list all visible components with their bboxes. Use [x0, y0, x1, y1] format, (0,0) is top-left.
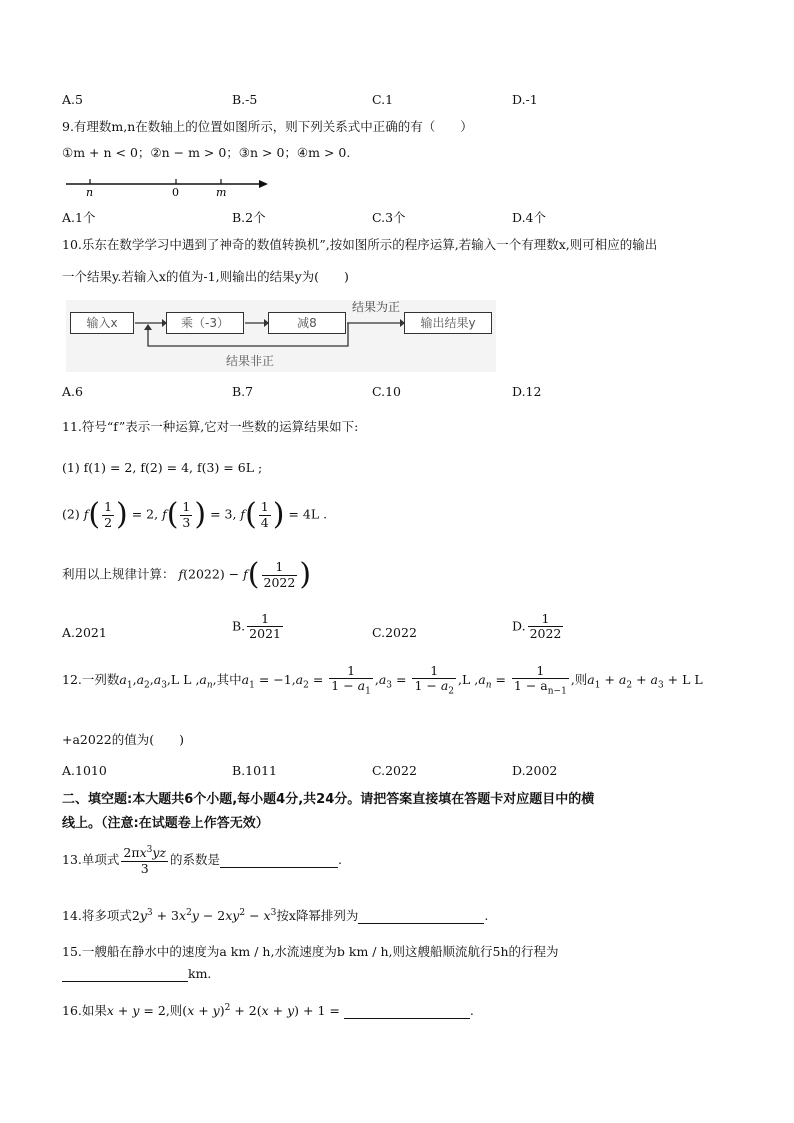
q10-option-d: D.12 [512, 384, 542, 399]
q8-option-c: C.1 [372, 92, 394, 107]
axis-label-n: n [86, 186, 94, 199]
q11-rule2: (2) f( $\frac{1}{2}$ ) = 2, f( $\frac{1}{3}$ ) = 3, f( $\frac{1}{4}$ ) = 4L . [62, 497, 328, 532]
q9-option-b: B.2个 [232, 210, 266, 225]
q13-prefix: 13.单项式 [62, 851, 120, 867]
q16-answer-blank[interactable] [344, 1003, 470, 1019]
q11-option-d: D. $\frac{1}{2022}$ [512, 611, 562, 642]
q14: 14.将多项式$2y^3 + 3x^2y - 2xy^2 - x^3$按x降幂排列为 . [62, 907, 489, 923]
flow-subtract-box: 减8 [268, 312, 346, 334]
q13-suffix: 的系数是 [170, 851, 221, 867]
q11-option-c: C.2022 [372, 625, 417, 640]
q9-option-c: C.3个 [372, 210, 406, 225]
q9-option-a: A.1个 [62, 210, 96, 225]
q16-suffix: ,则 [165, 1003, 183, 1018]
q15-line2 [62, 966, 211, 982]
flow-output-box: 输出结果y [404, 312, 492, 334]
flow-not-positive-label: 结果非正 [226, 354, 275, 368]
flowchart-figure [66, 300, 496, 372]
q12-option-b: B.1011 [232, 763, 277, 778]
q8-option-b: B.-5 [232, 92, 258, 107]
q14-prefix: 14.将多项式 [62, 908, 132, 923]
q9-option-d: D.4个 [512, 210, 547, 225]
q10-option-a: A.6 [62, 384, 83, 399]
q11-compute-prefix: 利用以上规律计算： [62, 566, 175, 582]
q8-option-a: A.5 [62, 92, 83, 107]
q11-option-b: B. $\frac{1}{2021}$ [232, 611, 281, 642]
flow-arrows [66, 300, 496, 372]
q14-answer-blank[interactable] [358, 908, 484, 924]
q10-option-c: C.10 [372, 384, 401, 399]
section2-heading-line1: 二、填空题:本大题共6个小题,每小题4分,共24分。请把答案直接填在答题卡对应题目中的横 [62, 792, 595, 807]
q11-rule2-prefix: (2) [62, 506, 80, 522]
q11-option-a: A.2021 [62, 625, 107, 640]
q9-relations: ①m + n < 0；②n − m > 0；③n > 0；④m > 0. [62, 145, 351, 160]
q15-unit: km. [188, 966, 212, 981]
q16-prefix: 16.如果 [62, 1003, 107, 1018]
q10-stem-line2: 一个结果y.若输入x的值为-1,则输出的结果y为( ) [62, 269, 349, 284]
q15-answer-blank[interactable] [62, 966, 188, 982]
q12-option-c: C.2022 [372, 763, 417, 778]
q9-stem: 9.有理数m,n在数轴上的位置如图所示，则下列关系式中正确的有（ ） [62, 119, 473, 134]
q12-stem: 12.一列数$a_1,a_2,a_3,L$ L $,a_n$,其中$a_1 = -1,a_2$ = $\frac{1}{1 - a_1}$ $,a_3$ = $\frac{1}{1 - a_2}$ ,L $,a_n$ = $\frac{1}{1 - a_{n-1}}$ ,则$a_1 + a_2 + a_3 + L$ L [62, 663, 703, 697]
section2-heading-line2: 线上。（注意:在试题卷上作答无效） [62, 816, 269, 831]
flow-input-box: 输入x [70, 312, 134, 334]
q13-answer-blank[interactable] [220, 852, 338, 868]
axis-label-m: m [216, 186, 227, 199]
q10-option-b: B.7 [232, 384, 254, 399]
q16: 16.如果x + y = 2,则$(x + y)^2 + 2(x + y) + 1$ = . [62, 1002, 474, 1018]
number-line-figure [64, 172, 274, 200]
q12-option-a: A.1010 [62, 763, 107, 778]
q12-line2: +a2022的值为( ) [62, 732, 184, 747]
flow-multiply-box: 乘（-3） [166, 312, 244, 334]
q11-rule1: (1) f(1) = 2, f(2) = 4, f(3) = 6L ; [62, 460, 263, 475]
axis-label-0: 0 [172, 186, 179, 199]
q8-option-d: D.-1 [512, 92, 538, 107]
q11-stem: 11.符号“f”表示一种运算,它对一些数的运算结果如下: [62, 419, 359, 434]
q12-option-d: D.2002 [512, 763, 558, 778]
q10-stem-line1: 10.乐东在数学学习中遇到了神奇的数值转换机”,按如图所示的程序运算,若输入一个有理数x,则可相应的输出 [62, 237, 658, 252]
flow-positive-label: 结果为正 [352, 300, 401, 314]
q11-compute: 利用以上规律计算： f(2022) − f( $\frac{1}{2022}$ ) [62, 557, 312, 592]
q14-suffix: 按x降幂排列为 [276, 908, 359, 923]
q13: 13.单项式 $\frac{2\pi x^3yz}{3}$ 的系数是 . [62, 845, 343, 876]
q15-line1: 15.一艘船在静水中的速度为a km / h,水流速度为b km / h,则这艘船顺流航行5h的行程为 [62, 944, 559, 959]
